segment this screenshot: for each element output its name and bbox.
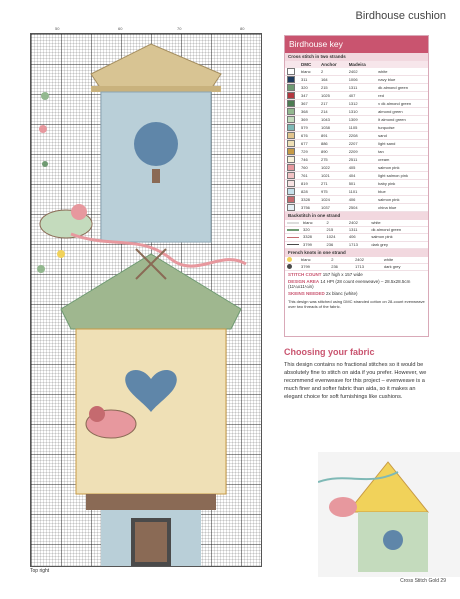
cell-name: turquoise (376, 124, 428, 132)
cell-anchor: 275 (319, 156, 347, 164)
backstitch-line-swatch (287, 237, 299, 239)
left-vine (37, 64, 49, 564)
cell-dmc: 3799 (301, 241, 325, 248)
key-row (285, 263, 428, 270)
color-swatch (287, 188, 295, 195)
cell-name: salmon pink (376, 196, 428, 204)
cell-anchor: 164 (319, 76, 347, 84)
cell-anchor: 1038 (319, 124, 347, 132)
cell-dmc: 828 (299, 188, 319, 196)
thread-swatch (285, 234, 301, 241)
cell-name: salmon pink (369, 234, 428, 241)
cell-madeira: 1311 (347, 84, 376, 92)
cell-dmc: 311 (299, 76, 319, 84)
cell-dmc: 320 (299, 84, 319, 92)
cell-madeira: 2511 (347, 156, 376, 164)
cell-dmc: 676 (299, 132, 319, 140)
key-row (285, 257, 428, 264)
color-swatch (287, 180, 295, 187)
top-birdhouse-body (101, 92, 211, 242)
thread-swatch (285, 263, 299, 270)
cell-anchor: 886 (319, 140, 347, 148)
photo-bird (329, 497, 357, 517)
cell-madeira: 2207 (347, 140, 376, 148)
thread-swatch (285, 180, 299, 188)
key-row (285, 204, 428, 212)
middle-bird-head (89, 406, 105, 422)
cell-anchor: 236 (325, 241, 347, 248)
vine-flower (41, 92, 49, 100)
thread-swatch (285, 257, 299, 264)
bottom-birdhouse-roof (86, 494, 216, 510)
key-row (285, 241, 428, 248)
cell-dmc: 819 (299, 180, 319, 188)
backstitch-section: Backstitch in one strand (285, 212, 428, 220)
key-note: This design was stitched using DMC stranded cotton on 28-count evenweave over two threads of the fabric. (288, 299, 425, 310)
thread-swatch (285, 188, 299, 196)
thread-swatch (285, 241, 301, 248)
birdhouse-chart-drawing (31, 34, 261, 566)
color-swatch (287, 204, 295, 211)
cell-anchor: 1024 (319, 196, 347, 204)
cell-name: white (382, 257, 428, 264)
cell-anchor: 215 (319, 84, 347, 92)
chart-tick: 60 (118, 26, 123, 31)
cell-dmc: 347 (299, 92, 319, 100)
color-swatch (287, 172, 295, 179)
photo-hole (383, 530, 403, 550)
cell-anchor: 975 (319, 188, 347, 196)
key-row (285, 100, 428, 108)
thread-swatch (285, 148, 299, 156)
thread-swatch (285, 68, 299, 76)
cell-madeira: 2402 (347, 220, 369, 227)
cell-dmc: 761 (299, 172, 319, 180)
thread-swatch (285, 140, 299, 148)
top-birdhouse-perch (152, 169, 160, 183)
cell-anchor: 1037 (319, 204, 347, 212)
top-birdhouse-hole (134, 122, 178, 166)
top-birdhouse-eave (91, 86, 221, 92)
vine-flower (57, 250, 65, 258)
cell-name: blue (376, 188, 428, 196)
key-row (285, 68, 428, 76)
thread-swatch (285, 172, 299, 180)
thread-swatch (285, 100, 299, 108)
french-knot-swatch (287, 264, 292, 269)
thread-swatch (285, 92, 299, 100)
cell-dmc: 367 (299, 100, 319, 108)
vine-flower (39, 125, 47, 133)
cell-madeira: 1309 (347, 116, 376, 124)
cell-anchor: 236 (329, 263, 353, 270)
cell-madeira: 1312 (347, 100, 376, 108)
cell-dmc: 369 (299, 116, 319, 124)
article-heading: Choosing your fabric (284, 347, 375, 357)
article-body: This design contains no fractional stitches so it would be absolutely fine to stitch on aida if you prefer. However, we recommend evenweave for this project – evenweave is a much finer and softer fabric than aida, so it makes an elegant choice for soft furnishings like cushions. (284, 362, 427, 400)
cell-name: light sand (376, 140, 428, 148)
cell-madeira: 1311 (347, 227, 369, 234)
cell-name: navy blue (376, 76, 428, 84)
cell-name: white (369, 220, 428, 227)
cell-name: almond green (376, 108, 428, 116)
skeins-needed: SKEINS NEEDED 2x blanc (white) (288, 291, 358, 297)
thread-swatch (285, 196, 299, 204)
vine-flower (42, 161, 48, 167)
cell-name: tan (376, 148, 428, 156)
cell-name: baby pink (376, 180, 428, 188)
cell-name: china blue (376, 204, 428, 212)
french-knot-section: French knots in one strand (285, 249, 428, 257)
cell-dmc: blanc (299, 257, 329, 264)
cell-dmc: 729 (299, 148, 319, 156)
cell-dmc: blanc (301, 220, 325, 227)
cell-dmc: 320 (301, 227, 325, 234)
cell-madeira: 405 (347, 164, 376, 172)
cross-stitch-section: Cross stitch in two strands (285, 53, 428, 61)
cell-madeira: 2402 (353, 257, 382, 264)
cell-madeira: 2209 (347, 148, 376, 156)
chart-position-label: Top right (30, 568, 50, 574)
key-row (285, 148, 428, 156)
cell-anchor: 1024 (325, 234, 347, 241)
color-swatch (287, 124, 295, 131)
thread-swatch (285, 164, 299, 172)
cell-madeira: 2504 (347, 204, 376, 212)
cell-madeira: 1101 (347, 188, 376, 196)
key-row (285, 172, 428, 180)
key-row (285, 116, 428, 124)
backstitch-line-swatch (287, 222, 299, 224)
cell-madeira: 2402 (347, 68, 376, 76)
key-row (285, 156, 428, 164)
cell-anchor: 217 (319, 100, 347, 108)
cell-madeira: 406 (347, 196, 376, 204)
backstitch-line-swatch (287, 244, 299, 246)
cell-madeira: 407 (347, 92, 376, 100)
cell-anchor: 271 (319, 180, 347, 188)
cell-dmc: 677 (299, 140, 319, 148)
color-swatch (287, 92, 295, 99)
cell-dmc: 746 (299, 156, 319, 164)
cross-stitch-table (285, 61, 428, 212)
color-swatch (287, 156, 295, 163)
thread-swatch (285, 227, 301, 234)
key-row (285, 132, 428, 140)
cell-madeira: 1105 (347, 124, 376, 132)
cell-dmc: blanc (299, 68, 319, 76)
cell-anchor: 891 (319, 132, 347, 140)
stitched-photo-image (318, 452, 460, 577)
key-row (285, 92, 428, 100)
thread-swatch (285, 204, 299, 212)
cell-name: salmon pink (376, 164, 428, 172)
thread-swatch (285, 84, 299, 92)
color-swatch (287, 100, 295, 107)
design-area: DESIGN AREA 14 HPI (28 count evenweave) – 28.5x28.5cm (11¼x11¼in) (288, 279, 411, 290)
cell-name: dark grey (369, 241, 428, 248)
cell-madeira: 1006 (347, 76, 376, 84)
top-bird-head (71, 204, 87, 220)
key-row (285, 140, 428, 148)
key-row (285, 227, 428, 234)
thread-swatch (285, 108, 299, 116)
thread-swatch (285, 76, 299, 84)
french-knot-table (285, 257, 428, 271)
key-row (285, 196, 428, 204)
cell-name: v dk almond green (376, 100, 428, 108)
thread-swatch (285, 220, 301, 227)
french-knot-swatch (287, 257, 292, 262)
thread-swatch (285, 116, 299, 124)
key-row (285, 234, 428, 241)
cell-name: dk almond green (369, 227, 428, 234)
cell-anchor: 1021 (319, 172, 347, 180)
color-swatch (287, 84, 295, 91)
cell-madeira: 2208 (347, 132, 376, 140)
key-row (285, 76, 428, 84)
top-birdhouse-roof (91, 44, 221, 89)
cell-anchor: 890 (319, 148, 347, 156)
cell-anchor: 2 (329, 257, 353, 264)
cell-anchor: 214 (319, 108, 347, 116)
backstitch-line-swatch (287, 229, 299, 231)
cell-madeira: 501 (347, 180, 376, 188)
cell-name: dark grey (382, 263, 428, 270)
cell-name: dk almond green (376, 84, 428, 92)
color-swatch (287, 116, 295, 123)
thread-swatch (285, 156, 299, 164)
cell-dmc: 3328 (299, 196, 319, 204)
stitch-count: STITCH COUNT 157 high x 157 wide (288, 272, 363, 278)
key-row (285, 164, 428, 172)
color-swatch (287, 68, 295, 75)
cell-dmc: 760 (299, 164, 319, 172)
key-row (285, 180, 428, 188)
cell-anchor: 1043 (319, 116, 347, 124)
chart-tick: 80 (240, 26, 245, 31)
page-title: Birdhouse cushion (355, 10, 446, 22)
cell-name: light salmon pink (376, 172, 428, 180)
key-row (285, 188, 428, 196)
cell-dmc: 579 (299, 124, 319, 132)
stitched-photo (318, 452, 460, 577)
cell-name: sand (376, 132, 428, 140)
header-anchor: Anchor (319, 61, 347, 68)
cell-name: red (376, 92, 428, 100)
cross-stitch-chart (30, 33, 262, 567)
cell-name: cream (376, 156, 428, 164)
color-swatch (287, 132, 295, 139)
color-swatch (287, 164, 295, 171)
thread-swatch (285, 124, 299, 132)
color-swatch (287, 76, 295, 83)
chart-tick: 70 (177, 26, 182, 31)
color-swatch (287, 196, 295, 203)
cell-madeira: 1713 (353, 263, 382, 270)
cell-name: white (376, 68, 428, 76)
header-dmc: DMC (299, 61, 319, 68)
key-row (285, 84, 428, 92)
thread-swatch (285, 132, 299, 140)
header-madeira: Madeira (347, 61, 376, 68)
key-row (285, 124, 428, 132)
cell-dmc: 3799 (299, 263, 329, 270)
color-swatch (287, 140, 295, 147)
vine-flower (37, 265, 45, 273)
backstitch-table (285, 220, 428, 249)
cell-madeira: 404 (347, 172, 376, 180)
chart-tick: 50 (55, 26, 60, 31)
bottom-birdhouse-door-panel (135, 522, 167, 562)
cell-dmc: 368 (299, 108, 319, 116)
cell-madeira: 1713 (347, 241, 369, 248)
birdhouse-key (284, 35, 429, 337)
cell-anchor: 1025 (319, 92, 347, 100)
page-footer: Cross Stitch Gold 29 (400, 578, 446, 584)
cell-madeira: 1310 (347, 108, 376, 116)
color-swatch (287, 148, 295, 155)
cell-anchor: 2 (319, 68, 347, 76)
cell-dmc: 3756 (299, 204, 319, 212)
key-row (285, 108, 428, 116)
key-title: Birdhouse key (285, 36, 428, 53)
cell-anchor: 215 (325, 227, 347, 234)
cell-madeira: 406 (347, 234, 369, 241)
cell-dmc: 3328 (301, 234, 325, 241)
cell-anchor: 2 (325, 220, 347, 227)
key-row (285, 220, 428, 227)
cell-anchor: 1022 (319, 164, 347, 172)
color-swatch (287, 108, 295, 115)
cell-name: lt almond green (376, 116, 428, 124)
